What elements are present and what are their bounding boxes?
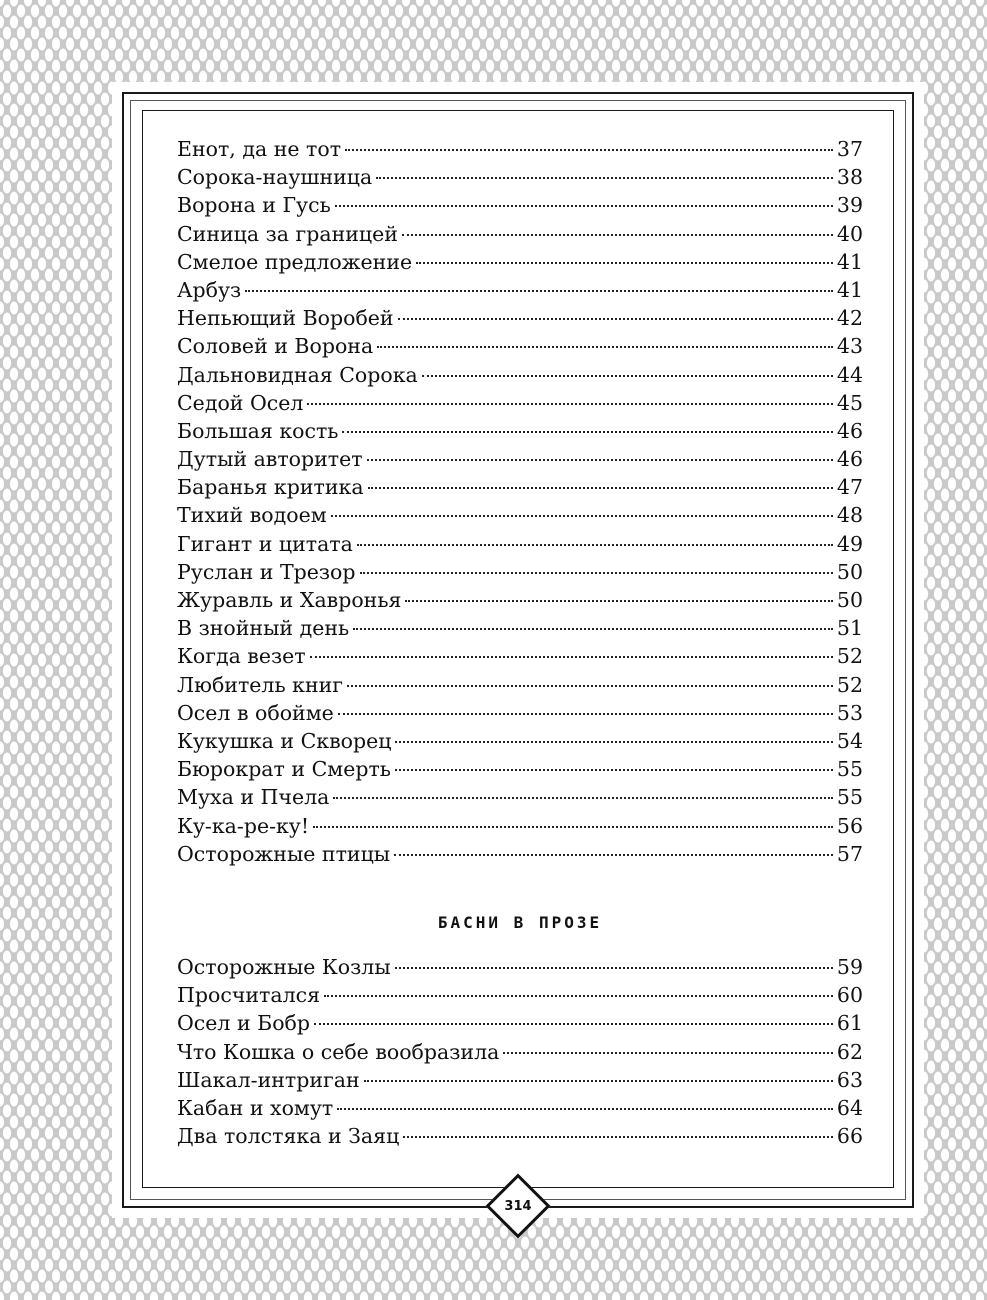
toc-entry-page: 50 [836, 588, 863, 612]
toc-entry-title: Любитель книг [177, 672, 344, 697]
toc-entry-title: Журавль и Хавронья [177, 588, 402, 612]
toc-entry-page: 45 [836, 390, 863, 415]
toc-entry-page: 62 [836, 1039, 863, 1064]
toc-entry [177, 644, 863, 672]
toc-entry-page: 49 [836, 531, 863, 556]
toc-entry-page: 66 [836, 1124, 863, 1149]
toc-entry-title: Осел в обойме [177, 700, 334, 725]
toc-entry-title: Муха и Пчела [177, 785, 330, 810]
toc-entry [177, 193, 863, 221]
toc-entry [177, 588, 863, 616]
toc-entry [177, 165, 863, 193]
toc-dot-leader [347, 685, 833, 687]
toc-entry-page: 46 [836, 447, 863, 472]
toc-entry-page: 43 [836, 334, 863, 359]
toc-dot-leader [368, 487, 833, 489]
toc-entry [177, 447, 863, 475]
toc-entry-page: 56 [836, 813, 863, 838]
toc-dot-leader [367, 459, 833, 461]
toc-entry-title: Осел и Бобр [177, 1011, 311, 1036]
toc-entry-title: Непьющий Воробей [177, 306, 394, 331]
toc-entry-title: Большая кость [177, 418, 339, 443]
toc-entry [177, 306, 863, 334]
toc-dot-leader [360, 572, 833, 574]
toc-dot-leader [416, 262, 833, 264]
toc-entry-page: 55 [836, 757, 863, 782]
toc-dot-leader [395, 741, 832, 743]
toc-dot-leader [377, 346, 833, 348]
toc-dot-leader [402, 234, 833, 236]
toc-entry-page: 52 [836, 672, 863, 697]
toc-dot-leader [395, 967, 833, 969]
toc-entry-title: Сорока-наушница [177, 165, 373, 190]
table-of-contents-prose [177, 955, 863, 1152]
toc-entry-title: Дальновидная Сорока [177, 362, 418, 387]
toc-entry [177, 814, 863, 842]
toc-entry-page: 40 [836, 221, 863, 246]
toc-entry-page: 47 [836, 475, 863, 500]
toc-entry-title: Енот, да не тот [177, 137, 342, 161]
toc-entry-page: 50 [836, 559, 863, 584]
toc-entry-page: 64 [836, 1095, 863, 1120]
toc-entry [177, 785, 863, 813]
toc-entry [177, 1096, 863, 1124]
toc-dot-leader [331, 515, 833, 517]
toc-entry [177, 222, 863, 250]
toc-entry [177, 419, 863, 447]
toc-entry-page: 57 [836, 841, 863, 866]
toc-entry-page: 44 [836, 362, 863, 387]
toc-entry-page: 48 [836, 503, 863, 528]
toc-entry-title: В знойный день [177, 616, 350, 641]
toc-dot-leader [333, 797, 833, 799]
toc-dot-leader [313, 826, 833, 828]
toc-entry-title: Осторожные птицы [177, 841, 391, 866]
toc-entry-page: 38 [836, 165, 863, 190]
toc-entry-title: Кабан и хомут [177, 1095, 334, 1120]
toc-entry-title: Когда везет [177, 644, 306, 669]
toc-entry [177, 757, 863, 785]
toc-entry-page: 59 [836, 955, 863, 979]
toc-entry [177, 560, 863, 588]
toc-entry-title: Шакал-интриган [177, 1067, 360, 1092]
toc-entry [177, 475, 863, 503]
toc-entry-page: 52 [836, 644, 863, 669]
toc-entry-title: Дутый авторитет [177, 447, 363, 472]
toc-entry [177, 1040, 863, 1068]
toc-entry [177, 701, 863, 729]
toc-entry-title: Осторожные Козлы [177, 955, 391, 979]
toc-entry [177, 983, 863, 1011]
toc-dot-leader [342, 431, 832, 433]
toc-entry-page: 55 [836, 785, 863, 810]
toc-entry-title: Просчитался [177, 983, 321, 1008]
toc-dot-leader [395, 769, 833, 771]
toc-entry-page: 42 [836, 306, 863, 331]
toc-entry [177, 334, 863, 362]
toc-entry-title: Ку-ка-ре-ку! [177, 813, 310, 838]
toc-entry [177, 278, 863, 306]
toc-entry-title: Два толстяка и Заяц [177, 1124, 400, 1149]
toc-dot-leader [405, 600, 832, 602]
toc-dot-leader [503, 1052, 833, 1054]
toc-entry-title: Седой Осел [177, 390, 304, 415]
toc-dot-leader [345, 149, 833, 151]
toc-entry-page: 37 [836, 137, 863, 161]
toc-dot-leader [422, 375, 833, 377]
toc-dot-leader [310, 656, 833, 658]
toc-dot-leader [353, 628, 833, 630]
toc-entry-title: Баранья критика [177, 475, 364, 500]
toc-entry [177, 729, 863, 757]
toc-entry [177, 1124, 863, 1152]
toc-entry-title: Что Кошка о себе вообразила [177, 1039, 500, 1064]
toc-entry-page: 54 [836, 728, 863, 753]
toc-entry [177, 250, 863, 278]
toc-entry [177, 1011, 863, 1039]
toc-entry-title: Руслан и Трезор [177, 559, 356, 584]
toc-entry-page: 41 [836, 277, 863, 302]
toc-entry [177, 503, 863, 531]
toc-dot-leader [398, 318, 833, 320]
toc-dot-leader [364, 1080, 833, 1082]
toc-entry-page: 63 [836, 1067, 863, 1092]
section-heading: БАСНИ В ПРОЗЕ [437, 913, 603, 932]
toc-dot-leader [324, 995, 833, 997]
toc-entry-page: 39 [836, 193, 863, 218]
toc-entry-page: 46 [836, 418, 863, 443]
toc-dot-leader [337, 1108, 833, 1110]
toc-entry-title: Смелое предложение [177, 249, 413, 274]
toc-entry [177, 532, 863, 560]
toc-entry-page: 51 [836, 616, 863, 641]
toc-entry [177, 391, 863, 419]
toc-entry [177, 673, 863, 701]
toc-entry-title: Синица за границей [177, 221, 398, 246]
toc-dot-leader [403, 1136, 833, 1138]
page-number: 314 [504, 1198, 532, 1214]
toc-entry-page: 41 [836, 249, 863, 274]
toc-entry-page: 60 [836, 983, 863, 1008]
toc-entry-title: Арбуз [177, 277, 242, 302]
toc-entry-title: Ворона и Гусь [177, 193, 331, 218]
toc-entry [177, 955, 863, 983]
toc-entry-title: Тихий водоем [177, 503, 327, 528]
toc-dot-leader [307, 403, 833, 405]
toc-entry [177, 363, 863, 391]
toc-dot-leader [338, 713, 833, 715]
toc-entry-page: 53 [836, 700, 863, 725]
toc-dot-leader [245, 290, 833, 292]
toc-entry [177, 842, 863, 870]
toc-dot-leader [357, 544, 833, 546]
toc-dot-leader [314, 1023, 833, 1025]
toc-entry [177, 1068, 863, 1096]
toc-entry [177, 137, 863, 165]
toc-entry-title: Кукушка и Скворец [177, 728, 392, 753]
toc-dot-leader [335, 205, 833, 207]
toc-dot-leader [376, 177, 833, 179]
toc-dot-leader [394, 854, 833, 856]
toc-entry-title: Бюрократ и Смерть [177, 757, 391, 782]
toc-entry-title: Гигант и цитата [177, 531, 353, 556]
toc-entry-page: 61 [836, 1011, 863, 1036]
toc-entry [177, 616, 863, 644]
toc-entry-title: Соловей и Ворона [177, 334, 374, 359]
table-of-contents-main [177, 137, 863, 870]
